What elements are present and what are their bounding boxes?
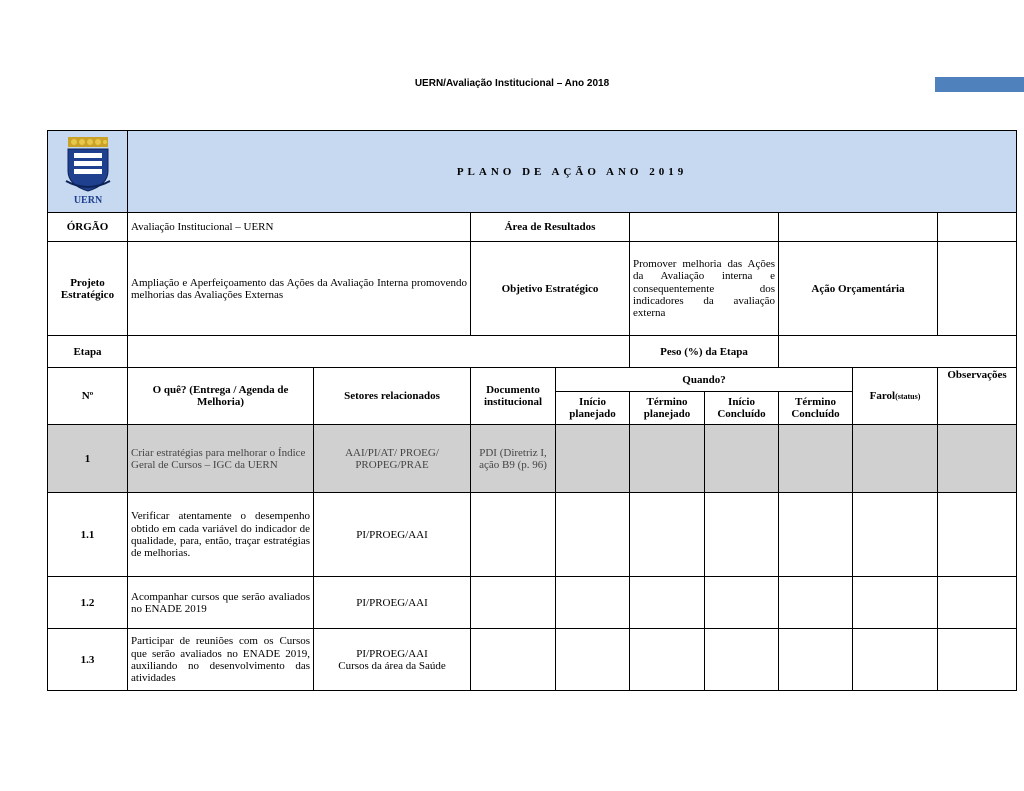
col-termino-planejado: Término planejado [630, 392, 705, 425]
table-row [48, 629, 1017, 691]
row-setores-cell [314, 629, 471, 691]
area-resultados-value [630, 213, 779, 242]
row-inicio-planejado [556, 629, 630, 691]
row-number: 1.3 [48, 629, 128, 691]
plan-title: PLANO DE AÇÃO ANO 2019 [128, 131, 1017, 213]
row-inicio-planejado [556, 425, 630, 493]
svg-text:UERN: UERN [73, 195, 102, 205]
orgao-value: Avaliação Institucional – UERN [128, 213, 471, 242]
row-setores: PI/PROEG/AAI [314, 577, 471, 629]
col-termino-concluido: Término Concluído [779, 392, 853, 425]
uern-logo [62, 135, 114, 205]
etapa-label: Etapa [48, 336, 128, 368]
col-setores: Setores relacionados [314, 368, 471, 425]
page-header-text: UERN/Avaliação Institucional – Ano 2018 [414, 78, 610, 89]
row-termino-concluido [779, 629, 853, 691]
col-farol [853, 368, 938, 425]
table-row [48, 577, 1017, 629]
row-documento [471, 493, 556, 577]
row-observacoes [938, 629, 1017, 691]
farol-status-label: (status) [895, 392, 921, 402]
row-documento [471, 577, 556, 629]
peso-etapa-value [779, 336, 1017, 368]
projeto-value: Ampliação e Aperfeiçoamento das Ações da Avaliação Interna promovendo melhorias das Avaliações Externas [128, 242, 471, 336]
col-observacoes: Observações [938, 368, 1017, 425]
row-number: 1.1 [48, 493, 128, 577]
action-plan-table [47, 130, 1017, 691]
row-inicio-planejado [556, 493, 630, 577]
farol-label: Farol [869, 390, 896, 403]
row-farol [853, 493, 938, 577]
row-termino-planejado [630, 493, 705, 577]
row-inicio-concluido [705, 629, 779, 691]
col-inicio-planejado: Início planejado [556, 392, 630, 425]
objetivo-label: Objetivo Estratégico [471, 242, 630, 336]
row-inicio-planejado [556, 577, 630, 629]
orgao-label: ÓRGÃO [48, 213, 128, 242]
orgao-empty-1 [779, 213, 938, 242]
row-inicio-concluido [705, 425, 779, 493]
row-farol [853, 629, 938, 691]
row-oque: Participar de reuniões com os Cursos que serão avaliados no ENADE 2019, auxiliando no desenvolvimento das atividades [128, 629, 314, 691]
row-termino-planejado [630, 629, 705, 691]
col-numero: Nº [48, 368, 128, 425]
row-setores: AAI/PI/AT/ PROEG/ PROPEG/PRAE [314, 425, 471, 493]
orgao-empty-2 [938, 213, 1017, 242]
row-number: 1 [48, 425, 128, 493]
row-termino-planejado [630, 577, 705, 629]
projeto-label: Projeto Estratégico [48, 242, 128, 336]
table-row [48, 425, 1017, 493]
row-oque: Verificar atentamente o desempenho obtido em cada variável do indicador de qualidade, para, então, traçar estratégias de melhorias. [128, 493, 314, 577]
row-oque: Acompanhar cursos que serão avaliados no ENADE 2019 [128, 577, 314, 629]
row-farol [853, 577, 938, 629]
header-accent-bar [935, 77, 1024, 92]
row-documento: PDI (Diretriz I, ação B9 (p. 96) [471, 425, 556, 493]
row-documento [471, 629, 556, 691]
acao-orcamentaria-label: Ação Orçamentária [779, 242, 938, 336]
row-number: 1.2 [48, 577, 128, 629]
col-quando: Quando? [556, 368, 853, 392]
row-observacoes [938, 577, 1017, 629]
objetivo-value: Promover melhoria das Ações da Avaliação interna e consequentemente dos indicadores da avaliação externa [630, 242, 779, 336]
logo-cell [48, 131, 128, 213]
row-observacoes [938, 425, 1017, 493]
acao-orcamentaria-value [938, 242, 1017, 336]
row-termino-concluido [779, 577, 853, 629]
row-setores: PI/PROEG/AAI [356, 647, 428, 660]
table-row [48, 493, 1017, 577]
row-farol [853, 425, 938, 493]
row-setores-extra: Cursos da área da Saúde [338, 659, 446, 672]
row-setores: PI/PROEG/AAI [314, 493, 471, 577]
peso-etapa-label: Peso (%) da Etapa [630, 336, 779, 368]
area-resultados-label: Área de Resultados [471, 213, 630, 242]
row-termino-concluido [779, 425, 853, 493]
etapa-value [128, 336, 630, 368]
row-observacoes [938, 493, 1017, 577]
row-oque: Criar estratégias para melhorar o Índice Geral de Cursos – IGC da UERN [128, 425, 314, 493]
row-termino-planejado [630, 425, 705, 493]
col-oque: O quê? (Entrega / Agenda de Melhoria) [128, 368, 314, 425]
row-inicio-concluido [705, 493, 779, 577]
col-inicio-concluido: Início Concluído [705, 392, 779, 425]
row-inicio-concluido [705, 577, 779, 629]
col-documento: Documento institucional [471, 368, 556, 425]
row-termino-concluido [779, 493, 853, 577]
